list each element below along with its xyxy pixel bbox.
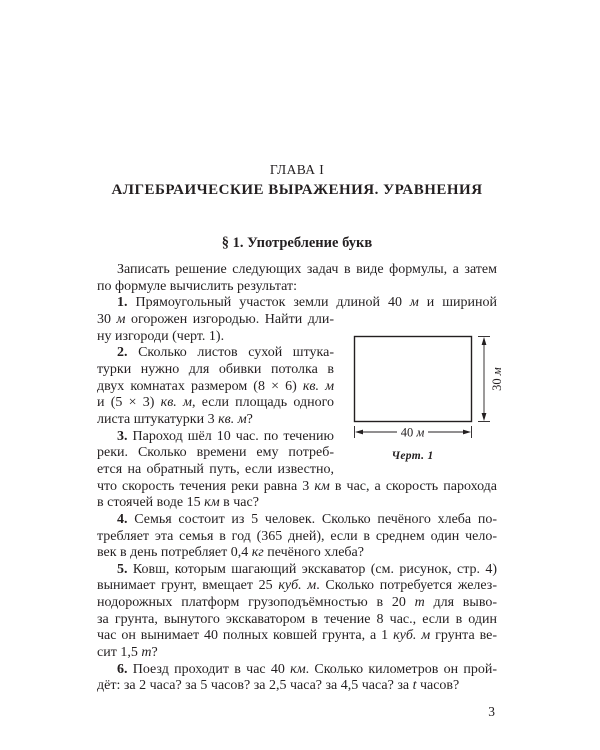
text-segment: и шириной [418,295,497,311]
text-line [97,662,497,679]
text-segment: двух комнатах размером (8 × 6) [97,378,303,394]
text-segment: за грунта, вынутого экскаватором в течение 8 час., если в один [97,611,497,627]
text-line [97,279,497,296]
problem-2 [97,345,497,428]
text-segment: час он вынимает 40 полных ковшей грунта, а 1 [97,628,394,644]
text-segment: дёт: за 2 часа? за 5 часов? за 2,5 часа? за 4,5 часа? за [97,678,413,694]
problem-number: 3. [117,428,128,444]
problem-number: 4. [117,511,128,527]
text-segment: 30 [97,311,117,327]
text-segment: требляет эта семья в год (365 дней), если в среднем один чело- [97,528,497,544]
text-line [97,645,497,662]
text-line [97,412,334,429]
text-segment: огорожен изгородью. Найти дли- [125,311,334,327]
text-segment: Ковш, которым шагающий экскаватор (см. рисунок, стр. 4) [132,561,498,577]
unit-abbreviation: куб. м [278,578,317,594]
text-segment: Записать решение следующих задач в виде формулы, а затем [117,262,497,277]
text-line [97,562,497,579]
text-segment: . Сколько потребуется желез- [316,578,497,594]
unit-abbreviation: м [409,295,419,311]
text-segment: часов? [416,678,460,694]
section-title: § 1. Употребление букв [221,235,373,251]
text-line [97,262,497,279]
text-segment: век в день потребляет 0,4 [97,545,252,561]
text-segment: ется на обратный путь, если известно, [97,461,334,477]
problem-1 [97,295,497,345]
text-segment: листа штукатурки 3 [97,411,219,427]
unit-abbreviation: т [414,595,425,611]
height-value: 30 [490,375,504,391]
text-line [97,395,334,412]
problem-5 [97,562,497,662]
text-segment: Пароход шёл 10 час. по течению [132,428,335,444]
text-segment: ? [151,645,158,661]
text-segment: реки. Сколько времени ему потреб- [97,445,334,461]
text-line [97,445,334,462]
text-segment: , если площадь одного [191,395,334,411]
text-line [97,545,497,562]
text-line [97,379,334,396]
text-segment: и (5 × 3) [97,395,161,411]
unit-abbreviation: км [290,661,306,677]
text-segment: Поезд проходит в час 40 [132,661,291,677]
chapter-label: ГЛАВА I [269,162,325,177]
unit-abbreviation: кв. м [218,411,247,427]
text-line [97,678,497,695]
problem-4 [97,512,497,562]
problem-6 [97,662,497,695]
problem-number: 2. [117,345,128,361]
unit-abbreviation: км [314,478,330,494]
text-segment: сит 1,5 [97,645,142,661]
text-segment: что скорость течения реки равна 3 [97,478,315,494]
unit-abbreviation: кв. м [302,378,335,394]
text-segment: Сколько листов сухой штука- [138,345,334,361]
text-segment: в час, а скорость парохода [329,478,497,494]
problem-number: 1. [117,295,128,311]
text-segment: грунта ве- [430,628,497,644]
unit-abbreviation: кг [251,545,264,561]
text-segment: . Сколько километров он прой- [305,661,497,677]
variable-t: t [412,678,417,694]
text-segment: по формуле вычислить результат: [97,278,298,294]
text-line [97,628,497,645]
text-line [97,429,334,446]
unit-abbreviation: км [204,495,220,511]
intro-paragraph [97,262,497,295]
unit-abbreviation: т [141,645,152,661]
text-line [97,362,334,379]
body-text [97,262,497,695]
unit-abbreviation: м [416,425,425,440]
text-segment: для выво- [424,595,497,611]
text-line [97,512,497,529]
problem-number: 5. [117,561,128,577]
text-segment: в стоячей воде 15 [97,495,205,511]
text-line [97,312,334,329]
problem-number: 6. [117,661,128,677]
text-segment: нодорожных платформ грузоподъёмностью в 20 [97,595,415,611]
text-line [97,578,497,595]
width-value: 40 [400,425,417,440]
chapter-title: АЛГЕБРАИЧЕСКИЕ ВЫРАЖЕНИЯ. УРАВНЕНИЯ [111,182,483,198]
text-segment: Семья состоит из 5 человек. Сколько печёного хлеба по- [134,511,497,527]
text-line [97,529,497,546]
text-line [97,612,497,629]
text-segment: Прямоугольный участок земли длиной 40 [135,295,410,311]
text-segment: вынимает грунт, вмещает 25 [97,578,279,594]
unit-abbreviation: куб. м [393,628,431,644]
text-segment: в час? [219,495,259,511]
text-segment: печёного хлеба? [263,545,364,561]
text-line [97,495,497,512]
text-line [97,479,497,496]
problem-3 [97,429,497,512]
text-line [97,462,334,479]
figure-caption: Черт. 1 [391,450,434,462]
text-segment: турки нужно для обивки потолка в [97,361,334,377]
unit-abbreviation: кв. м [160,395,192,411]
text-line [97,295,497,312]
unit-abbreviation: м [116,311,126,327]
text-line [97,345,334,362]
page-number: 3 [488,704,495,719]
unit-abbreviation: м [490,367,504,376]
text-line [97,595,497,612]
text-segment: ? [246,411,253,427]
text-segment: ну изгороди (черт. 1). [97,328,225,344]
text-line [97,329,334,346]
